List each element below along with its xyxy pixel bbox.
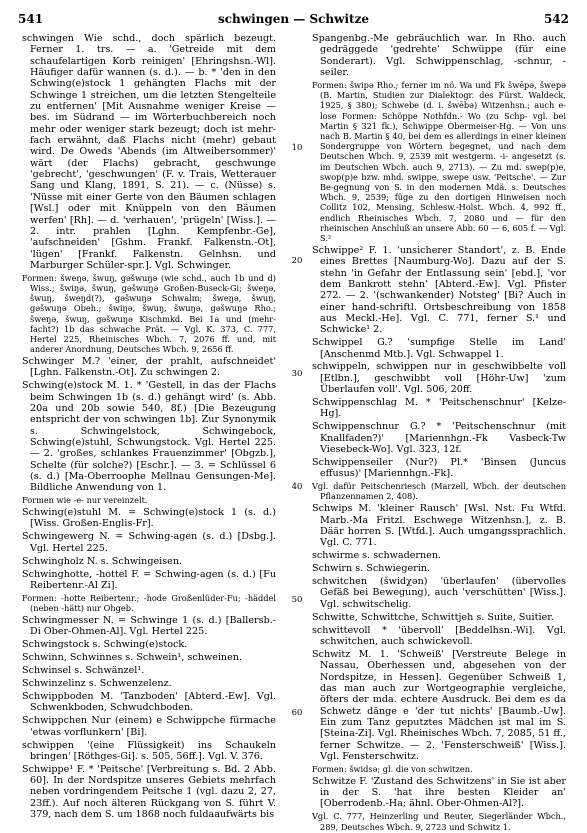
line-number: 30 — [291, 369, 303, 379]
entry-note: Vgl. dafür Peitschenriesch (Marzell, Wbch. der deutschen Pflanzennamen 2, 408). — [312, 481, 566, 502]
dictionary-entry: Schwippel G.? 'sumpfige Stelle im Land' [Anschenmd Mtb.]. Vgl. Schwappel 1. — [312, 337, 566, 360]
entry-note: Formen: šwipə Rho.; ferner im nö. Wa und Fk šwēpə, šwepə (B. Martin, Studien zur Dialektogr. des Fürst. Waldeck, 1925, § 380); Schwebe (d. i. šwēbə) Witzenhsn.; auch e-lose Formen: Schöppe Nothfdn.- Wo (zu Schp- vgl. bei Martin § 321 fk.), Schwippe Obermeiser-Hg. — Von uns nach B. Martin § 40, bei dem es allerdings in einer kleinen Sondergruppe von Wörtern begegnet, und nach dem Deutschen Wbch. 9, 2539 mit westgerm. -i- angesetzt (s. im Deutschen Wbch. auch 9, 2713). — Zu md. swep(p)e, swop(p)e bzw. mhd. swippe, swepe usw. 'Peitsche'. — Zur Be-gegnung von S. in den modernen Mdä. s. Deutsches Wbch. 9, 2539; füge zu den dortigen Hinweisen noch Collitz 102, Mensing, Schlesw.-Holst. Wbch. 4, 992 ff., endlich Rheinisches Wbch. 7, 2080 und — für den rheinischen Anschluß an unsere Abb. 60 — 6, 605 f. — Vgl. S.² — [312, 79, 566, 244]
line-number: 20 — [291, 256, 303, 266]
dictionary-entry: Spangenbg.-Me gebräuchlich war. In Rho. auch gedräggede 'gedrehte' Schwüppe (für eine Sonderart). Vgl. Schwippenschlag, -schnur, -seiler. — [312, 33, 566, 79]
dictionary-entry: Schwingstock s. Schwing(e)stock. — [22, 639, 188, 651]
dictionary-entry: Schwippe¹ F. * 'Peitsche' [Verbreitung s. Bd. 2 Abb. 60]. In der Nordspitze unseres Gebiets mehrfach neben vordringendem Peitsche 1 (vgl. dazu 2, 27, 23ff.). Auf noch älteren Rückgang von S. führt V. 379, nach dem S. um 1868 noch fuldaaufwärts bis — [22, 763, 276, 821]
page-number-right: 542 — [543, 12, 569, 26]
line-number: 10 — [291, 143, 303, 153]
dictionary-entry: Schwippenschnur G.? * 'Peitschenschnur (mit Knallfaden?)' [Mariennhgn.-Fk Vasbeck-Tw Viesebeck-Wo]. Vgl. 323, 12f. — [312, 421, 566, 456]
right-column — [312, 33, 566, 833]
line-number: 50 — [291, 595, 303, 605]
dictionary-entry: Schwippchen Nur (einem) e Schwippche fürmache 'etwas vorflunkern' [Bi]. — [22, 715, 276, 738]
dictionary-entry: schwingen Wie schd., doch spärlich bezeugt. Ferner 1. trs. — a. 'Getreide mit dem schaufelartigen Korb reinigen' [Ehringshsn.-Wl]. Häufiger dafür wannen (s. d.). — b. * 'den in den Schwing(e)stock 1 gehängten Flachs mit der Schwinge 1 streichen, um die letzten Stengelteile zu entfernen' [Mit Ausnahme weniger Kreise — bes. im Südrand — im Wörterbuchbereich noch mehr oder weniger stark bezeugt; doch ist mehr-fach erwähnt, daß Flachs nicht (mehr) gebaut wird. De Oweds 'Abends (im Altweibersommer)' wärt (der Flachs) gebracht, geschwunge 'gebrecht', 'geschwungen' (F. v. Trais, Wetterauer Sang und Klang, 1891, S. 21). — c. (Nüsse) s. 'Nüsse mit einer Gerte von den Bäumen schlagen [Wsl.] oder mit Knüppeln von den Bäumen werfen' [Rh]. — d. 'verhauen', 'prügeln' [Wiss.]. — 2. intr. prahlen [Lghn. Kempfenbr.-Ge], 'aufschneiden' [Gshm. Frankf. Falkenstn.-Ot], 'lügen' [Frankf. Falkenstn. Gelnhsn. und Marburger Schüler-spr.]. Vgl. Schwinger. — [22, 33, 276, 271]
entry-note: Formen: šweŋə, šwuŋ, gəšwuŋə (wie schd., auch 1b und d) Wiss.; šwiŋə, šwuŋ, gəšwuŋə Großen-Buseck-Gi; šweŋə, šwuŋ, šweŋd(?), gəšwuŋə Schwalm; šweŋə, šwuŋ, gəšwuŋə Obeh.; šwiŋə, šwuŋ, šwuŋə, gəšwuŋə Rho.; šweŋə, šwuŋ, gəšwuŋə Kischmkd. Bei 1a und (mehr-facht?) 1b das schwache Prät. — Vgl. K. 373, C. 777, Hertel 225, Rheinisches Wbch. 7, 2076 ff. und, mit anderer Anordnung, Deutsches Wbch. 9, 2656 ff. — [22, 272, 276, 355]
dictionary-entry: Schwips M. 'kleiner Rausch' [Wsl. Nst. Fu Wtfd. Marb.-Ma Fritzl. Eschwege Witzenhsn.], z. B. Däär horren S. [Wtfd.]. Auch umgangssprachlich. Vgl. C. 771. — [312, 503, 566, 549]
dictionary-entry: Schwingmesser N. = Schwinge 1 (s. d.) [Ballersb.-Di Ober-Ohmen-Al]. Vgl. Hertel 225. — [22, 614, 276, 638]
dictionary-entry: Schwing(e)stuhl M. = Schwing(e)stock 1 (s. d.) [Wiss. Großen-Englis-Fr]. — [22, 507, 276, 530]
dictionary-entry: Schwippenseiler (Nur?) Pl.* 'Binsen (Juncus effusus)' [Mariennhgn.-Fk]. — [312, 456, 566, 480]
dictionary-entry: Schwitte, Schwittche, Schwittjeh s. Suite, Suitier. — [312, 611, 554, 623]
line-number: 60 — [291, 708, 303, 718]
dictionary-entry: Schwirn s. Schwiegerin. — [312, 563, 431, 575]
dictionary-entry: Schwitz M. 1. 'Schweiß' [Verstreute Belege in Nassau, Oberhessen und, abgesehen von der Nordspitze, in Hessen]. Gegenüber Schweiß 1, das man auch zur Wortgeographie vergleiche, öfters der mda. echtere Ausdruck. Bei dem es da Schwetz dänge e 'der tut nichts' [Baumb.-Uw]. Ein zum Tanz geputztes Mädchen ist mal im S. [Steina-Zi]. Vgl. Rheinisches Wbch. 7, 2085, 51 ff., ferner Schwitze. — 2. 'Fensterschweiß' [Wiss.]. Vgl. Fensterschwitz. — [312, 648, 566, 763]
page-number-left: 541 — [18, 12, 44, 26]
entry-note: Vgl. C. 777, Heinzerling und Reuter, Siegerländer Wbch., 289, Deutsches Wbch. 9, 2723 und Schwitz 1. — [312, 811, 566, 832]
dictionary-entry: Schwinghotte, -hottel F. = Schwing-agen (s. d.) [Fu Reibertenr.-Al Zi]. — [22, 568, 276, 591]
entry-note: Formen: šwidsə; gl. die von schwitzen. — [312, 763, 473, 774]
entry-note: Formen wie -e- nur vereinzelt. — [22, 495, 148, 506]
dictionary-entry: Schwingholz N. s. Schwingeisen. — [22, 555, 183, 567]
dictionary-entry: schwirme s. schwadernen. — [312, 550, 442, 562]
dictionary-entry: Schwitze F. 'Zustand des Schwitzens' in Sie ist aber in der S. 'hat ihre besten Kleider an' [Oberrodenb.-Ha; ähnl. Ober-Ohmen-Al?]. — [312, 775, 566, 810]
dictionary-entry: Schwippenschlag M. * 'Peitschenschnur' [Kelze-Hg]. — [312, 397, 566, 420]
dictionary-entry: Schwinger M.? 'einer, der prahlt, aufschneidet' [Lghn. Falkenstn.-Ot]. Zu schwingen 2. — [22, 356, 276, 379]
dictionary-entry: Schwing(e)stock M. 1. * 'Gestell, in das der Flachs beim Schwingen 1b (s. d.) gehängt wird' (s. Abb. 20a und 20b sowie 540, 8f.) [Die Bezeugung entspricht der von schwingen 1b]. Zur Synonymik s. Schwingelstock, Schwingebock, Schwing(e)stuhl, Schwungstock. Vgl. Hertel 225. — 2. 'großes, schlankes Frauenzimmer' [Obgzb.], Schelte (für solche?) [Eschr.]. — 3. = Schlüssel 6 (s. d.) [Ma-Oberroophe Mellnau Gensungen-Me]. Bildliche Anwendung von 1. — [22, 380, 276, 494]
dictionary-entry: Schwingewerg N. = Schwing-agen (s. d.) [Dsbg.]. Vgl. Hertel 225. — [22, 531, 276, 554]
line-number: 40 — [291, 482, 303, 492]
running-title: schwingen — Schwitze — [217, 12, 370, 26]
dictionary-entry: schwippeln, schwippen nur in geschwibbelte voll [Etlbn.], geschwibbt voll [Höhr-Uw] 'zum Überlaufen voll'. Vgl. 506, 20ff. — [312, 361, 566, 396]
dictionary-entry: schwittevoll * 'übervoll' [Beddelhsn.-Wi]. Vgl. schwitchen, auch schwickevoll. — [312, 624, 566, 647]
page-header — [18, 12, 569, 28]
dictionary-entry: schwitchen (šwidχən) 'überlaufen' (übervolles Gefäß bei Bewegung), auch 'verschütten' [Wiss.]. Vgl. schwitschelig. — [312, 576, 566, 610]
entry-note: Formen: -hotte Reibertenr.; -hode Großenlüder-Fu; -häddel (neben -hätt) nur Ohgeb. — [22, 592, 276, 614]
dictionary-entry: Schwinsel s. Schwänzel¹. — [22, 665, 145, 677]
dictionary-entry: schwippen '(eine Flüssigkeit) ins Schaukeln bringen' [Röthges-Gi]. s. 505, 56ff.]. Vgl. V. 376. — [22, 739, 276, 762]
dictionary-entry: Schwinzelinz s. Schwenzelenz. — [22, 678, 172, 690]
dictionary-entry: Schwinn, Schwinnes s. Schwein¹, schweinen. — [22, 652, 243, 664]
left-column — [22, 33, 276, 822]
dictionary-entry: Schwippboden M. 'Tanzboden' [Abterd.-Ew]. Vgl. Schwenkboden, Schwudchboden. — [22, 690, 276, 714]
dictionary-entry: Schwippe² F. 1. 'unsicherer Standort', z. B. Ende eines Brettes [Naumburg-Wo]. Dazu auf der S. stehn 'in Gefahr der Entlassung sein' [ebd.], 'vor dem Bankrott stehn' [Abterd.-Ew]. Vgl. Pfister 272. — 2. '(schwankender) Notsteg' [Bi? Auch in einer hand-schriftl. Ortsbeschreibung von 1858 aus Meckl.-He]. Vgl. C. 771, ferner S.¹ und Schwicke¹ 2. — [312, 244, 566, 336]
